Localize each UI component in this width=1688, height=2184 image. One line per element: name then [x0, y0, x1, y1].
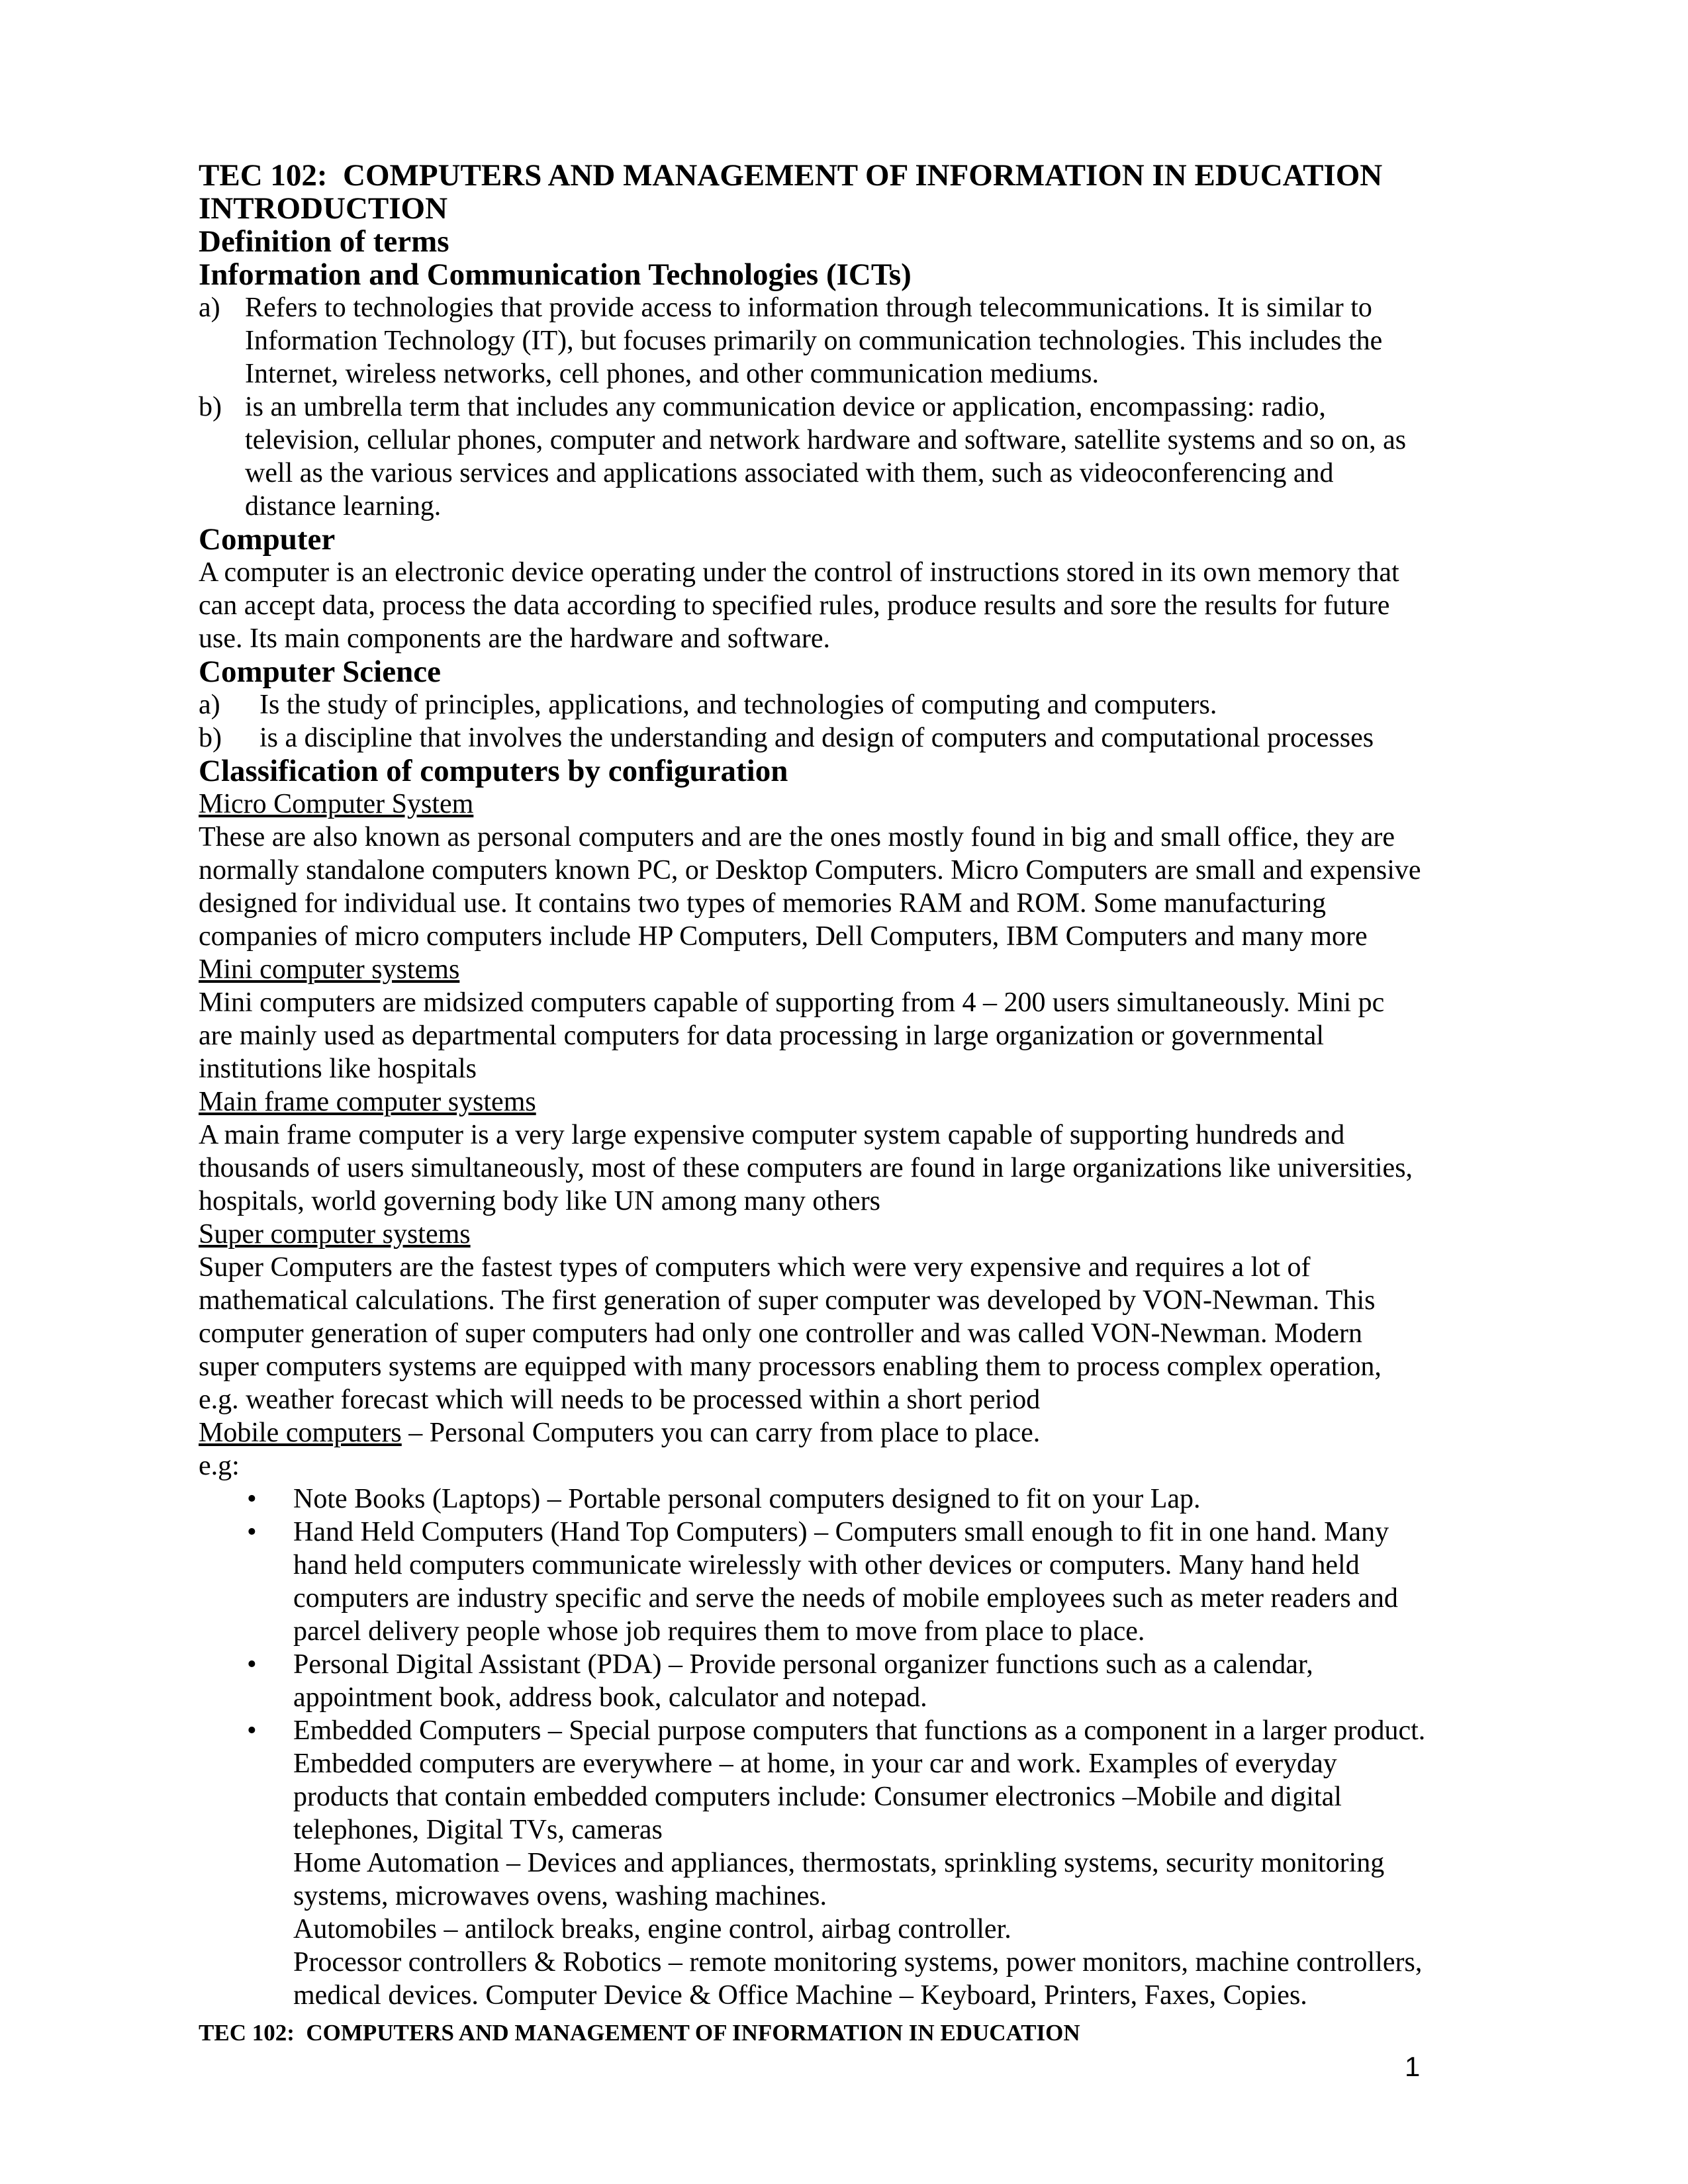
- text-line: computers are industry specific and serve the needs of mobile employees such as meter readers and: [293, 1583, 1398, 1614]
- page-number: 1: [1405, 2051, 1421, 2082]
- definition-of-terms-heading: [199, 225, 1489, 258]
- course-title-heading: [199, 159, 1489, 192]
- text-line: distance learning.: [245, 491, 442, 522]
- text-line: use. Its main components are the hardware and software.: [199, 623, 830, 654]
- text-line: companies of micro computers include HP Computers, Dell Computers, IBM Computers and many more: [199, 921, 1368, 952]
- footer-course-title: TEC 102: COMPUTERS AND MANAGEMENT OF INFORMATION IN EDUCATION: [199, 2020, 1080, 2046]
- text-line: Mini computer systems: [199, 954, 460, 985]
- text-line: can accept data, process the data according to specified rules, produce results and sore the results for future: [199, 590, 1390, 621]
- ict-heading: [199, 258, 1489, 291]
- alpha-item: [199, 688, 1489, 721]
- indent-para: [199, 1913, 1489, 1946]
- text-line: Main frame computer systems: [199, 1087, 536, 1117]
- para: [199, 1118, 1489, 1218]
- text-line: e.g. weather forecast which will needs to be processed within a short period: [199, 1385, 1041, 1415]
- text-line: Embedded computers are everywhere – at home, in your car and work. Examples of everyday: [293, 1749, 1337, 1779]
- text-line: computer generation of super computers had only one controller and was called VON-Newman. Modern: [199, 1318, 1363, 1349]
- text-line: These are also known as personal computers and are the ones mostly found in big and small office, they are: [199, 822, 1395, 852]
- list-marker: b): [199, 723, 222, 753]
- bullet-marker: •: [247, 1484, 257, 1514]
- text-line: Refers to technologies that provide access to information through telecommunications. It is similar to: [245, 293, 1372, 323]
- alpha-item: [199, 291, 1489, 390]
- text-line: Information Technology (IT), but focuses primarily on communication technologies. This includes the: [245, 326, 1383, 356]
- text-line: INTRODUCTION: [199, 191, 448, 226]
- text-line: television, cellular phones, computer and network hardware and software, satellite systems and so on, as: [245, 425, 1407, 455]
- text-line: Embedded Computers – Special purpose computers that functions as a component in a larger product.: [293, 1715, 1426, 1746]
- mainframe-heading: [199, 1085, 1489, 1118]
- text-line: A computer is an electronic device operating under the control of instructions stored in its own memory that: [199, 557, 1399, 588]
- classification-heading: [199, 754, 1489, 788]
- bullet-marker: •: [247, 1715, 257, 1746]
- bullet-item: [199, 1714, 1489, 1846]
- bullet-item: [199, 1516, 1489, 1648]
- list-marker: a): [199, 690, 220, 720]
- text-line: normally standalone computers known PC, or Desktop Computers. Micro Computers are small and expensive: [199, 855, 1421, 886]
- supercomputer-heading: [199, 1218, 1489, 1251]
- bullet-item: [199, 1482, 1489, 1516]
- mobile-computers-paragraph: [199, 1416, 1489, 1449]
- text-line: Information and Communication Technologies (ICTs): [199, 257, 912, 292]
- text-line: well as the various services and applications associated with them, such as videoconferencing and: [245, 458, 1334, 488]
- text-line: Super computer systems: [199, 1219, 471, 1250]
- indent-para: [199, 1946, 1489, 2012]
- text-line: telephones, Digital TVs, cameras: [293, 1815, 663, 1845]
- introduction-heading: [199, 192, 1489, 225]
- text-line: thousands of users simultaneously, most of these computers are found in large organizations like universities,: [199, 1153, 1413, 1183]
- indent-para: [199, 1846, 1489, 1913]
- mini-computer-heading: [199, 953, 1489, 986]
- text-line: Mini computers are midsized computers capable of supporting from 4 – 200 users simultaneously. Mini pc: [199, 987, 1385, 1018]
- text-line: hand held computers communicate wirelessly with other devices or computers. Many hand held: [293, 1550, 1360, 1580]
- text-line: medical devices. Computer Device & Office Machine – Keyboard, Printers, Faxes, Copies.: [293, 1980, 1307, 2011]
- text-line: products that contain embedded computers include: Consumer electronics –Mobile and digital: [293, 1782, 1342, 1812]
- bullet-marker: •: [247, 1517, 257, 1547]
- text-line: are mainly used as departmental computers for data processing in large organization or governmental: [199, 1021, 1325, 1051]
- text-line: appointment book, address book, calculator and notepad.: [293, 1682, 927, 1713]
- text-line: Automobiles – antilock breaks, engine control, airbag controller.: [293, 1914, 1011, 1944]
- micro-computer-heading: [199, 788, 1489, 821]
- alpha-item: [199, 721, 1489, 754]
- para: [199, 986, 1489, 1085]
- text-line: Home Automation – Devices and appliances, thermostats, sprinkling systems, security monitoring: [293, 1848, 1385, 1878]
- underlined-term: Mobile computers: [199, 1418, 402, 1448]
- text-line: Micro Computer System: [199, 789, 474, 819]
- bullet-marker: •: [247, 1649, 257, 1680]
- text-line: Mobile computers – Personal Computers you can carry from place to place.: [199, 1418, 1041, 1448]
- text-line: institutions like hospitals: [199, 1054, 477, 1084]
- text-line: parcel delivery people whose job requires them to move from place to place.: [293, 1616, 1145, 1647]
- computer-heading: [199, 523, 1489, 556]
- para: [199, 1449, 1489, 1482]
- alpha-item: [199, 390, 1489, 523]
- text-line: Hand Held Computers (Hand Top Computers) – Computers small enough to fit in one hand. Many: [293, 1517, 1389, 1547]
- list-marker: a): [199, 293, 220, 323]
- text-line: is a discipline that involves the understanding and design of computers and computational processes: [259, 723, 1374, 753]
- text-line: A main frame computer is a very large expensive computer system capable of supporting hundreds and: [199, 1120, 1345, 1150]
- text-line: e.g:: [199, 1451, 240, 1481]
- text-line: Processor controllers & Robotics – remote monitoring systems, power monitors, machine controllers,: [293, 1947, 1423, 1978]
- text-line: designed for individual use. It contains two types of memories RAM and ROM. Some manufacturing: [199, 888, 1327, 919]
- text-line: Super Computers are the fastest types of computers which were very expensive and requires a lot of: [199, 1252, 1311, 1283]
- text-line: Computer Science: [199, 655, 441, 689]
- para: [199, 821, 1489, 953]
- text-line: hospitals, world governing body like UN among many others: [199, 1186, 881, 1216]
- text-line: Personal Digital Assistant (PDA) – Provide personal organizer functions such as a calendar,: [293, 1649, 1313, 1680]
- para: [199, 1251, 1489, 1416]
- para: [199, 556, 1489, 655]
- text-line: Internet, wireless networks, cell phones, and other communication mediums.: [245, 359, 1100, 389]
- text-line: Note Books (Laptops) – Portable personal computers designed to fit on your Lap.: [293, 1484, 1201, 1514]
- text-line: is an umbrella term that includes any communication device or application, encompassing: radio,: [245, 392, 1326, 422]
- text-line: Computer: [199, 522, 336, 557]
- bullet-item: [199, 1648, 1489, 1714]
- text-line: Definition of terms: [199, 224, 449, 259]
- computer-science-heading: [199, 655, 1489, 688]
- text-line: systems, microwaves ovens, washing machines.: [293, 1881, 827, 1911]
- text-line: Is the study of principles, applications, and technologies of computing and computers.: [259, 690, 1217, 720]
- document-body: [199, 159, 1489, 2012]
- list-marker: b): [199, 392, 222, 422]
- text-line: TEC 102: COMPUTERS AND MANAGEMENT OF INFORMATION IN EDUCATION: [199, 158, 1383, 193]
- text-line: super computers systems are equipped with many processors enabling them to process complex operation,: [199, 1351, 1382, 1382]
- text-line: mathematical calculations. The first generation of super computer was developed by VON-Newman. This: [199, 1285, 1376, 1316]
- text-line: Classification of computers by configuration: [199, 754, 788, 788]
